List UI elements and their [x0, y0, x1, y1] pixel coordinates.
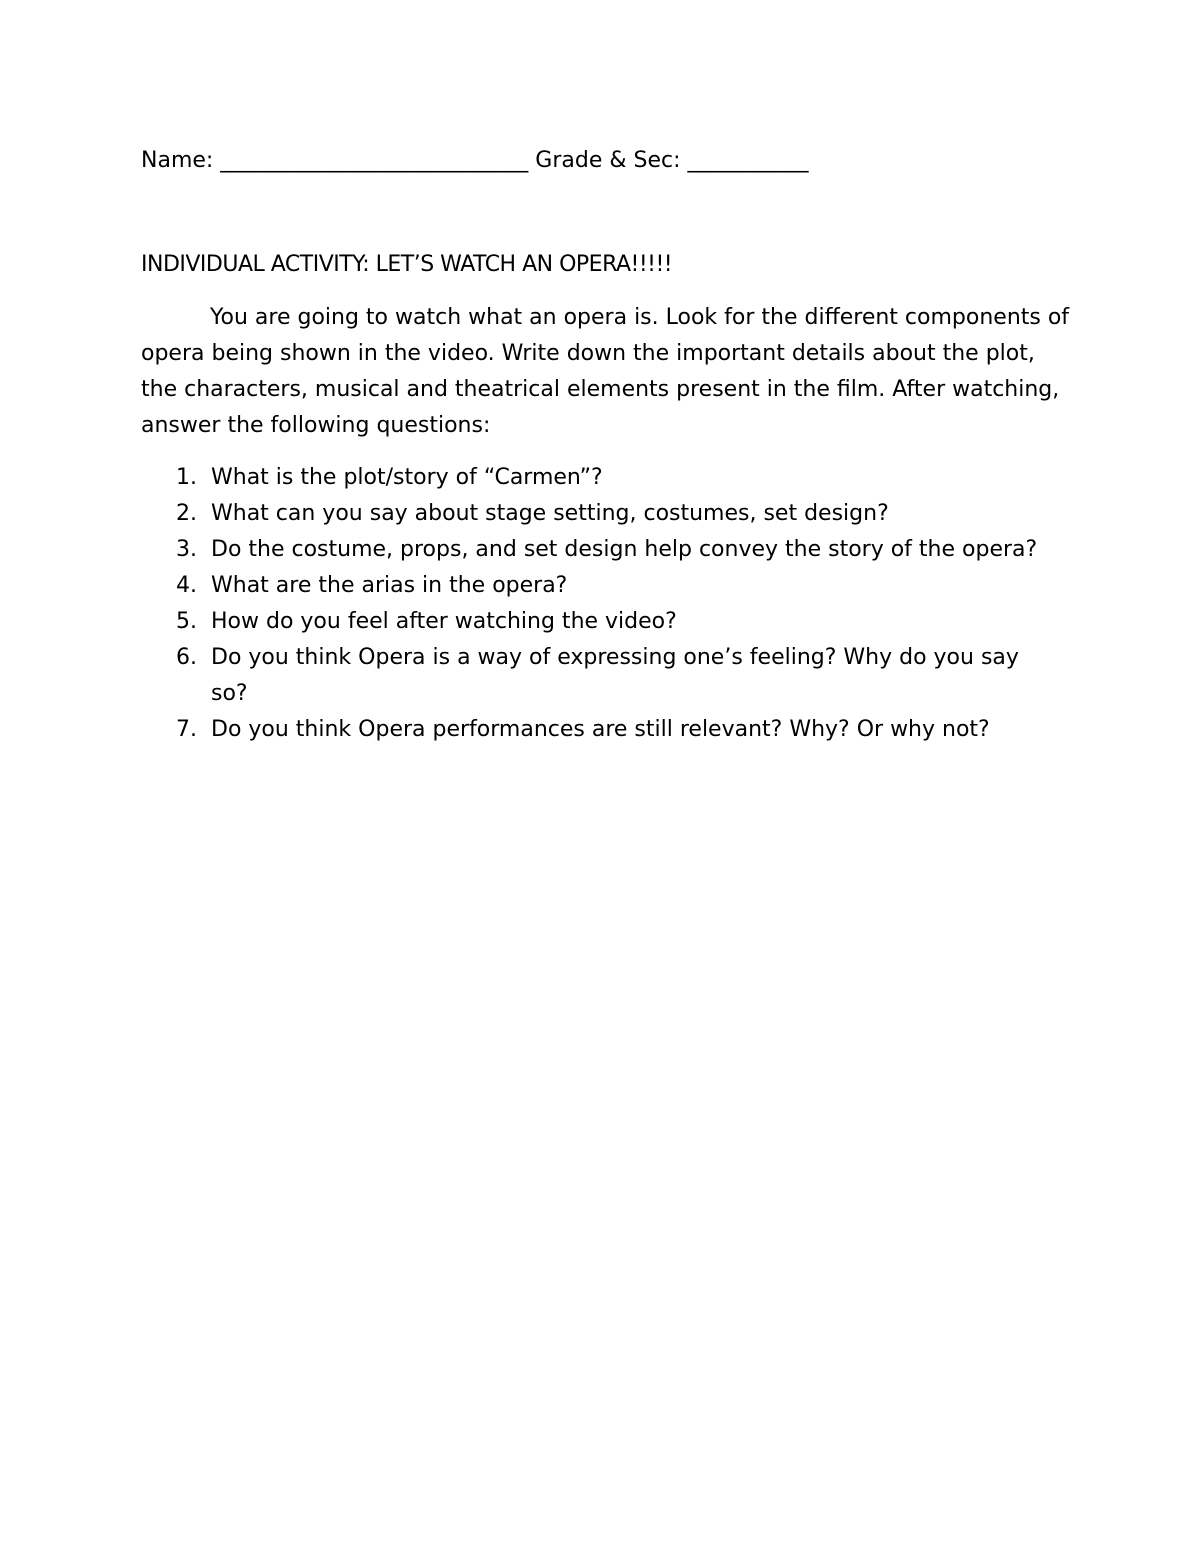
question-text: Do you think Opera is a way of expressing one’s feeling? Why do you say so?: [211, 645, 1019, 706]
question-number: 6.: [176, 645, 197, 670]
question-number: 1.: [176, 465, 197, 490]
question-text: Do the costume, props, and set design help convey the story of the opera?: [211, 537, 1038, 562]
question-item: [141, 568, 1041, 604]
question-text: What can you say about stage setting, costumes, set design?: [211, 501, 889, 526]
question-item: [141, 460, 1041, 496]
question-item: [141, 640, 1041, 712]
question-text: Do you think Opera performances are still relevant? Why? Or why not?: [211, 717, 990, 742]
question-number: 3.: [176, 537, 197, 562]
question-number: 2.: [176, 501, 197, 526]
question-number: 5.: [176, 609, 197, 634]
question-text: What is the plot/story of “Carmen”?: [211, 465, 603, 490]
question-text: How do you feel after watching the video?: [211, 609, 677, 634]
question-item: [141, 604, 1041, 640]
question-text: What are the arias in the opera?: [211, 573, 568, 598]
activity-title: INDIVIDUAL ACTIVITY: LET’S WATCH AN OPERA!!!!!: [141, 252, 673, 277]
activity-instructions: You are going to watch what an opera is. Look for the different components of opera being shown in the video. Write down the important details about the plot, the characters, musical and theatrical elements present in the film. After watching, answer the following questions:: [141, 305, 1070, 438]
question-item: [141, 532, 1041, 568]
question-item: [141, 496, 1041, 532]
question-number: 7.: [176, 717, 197, 742]
question-number: 4.: [176, 573, 197, 598]
question-item: [141, 712, 1041, 748]
question-list: [141, 460, 1041, 748]
name-grade-line: Name: ____________________________ Grade & Sec: ___________: [141, 148, 809, 173]
